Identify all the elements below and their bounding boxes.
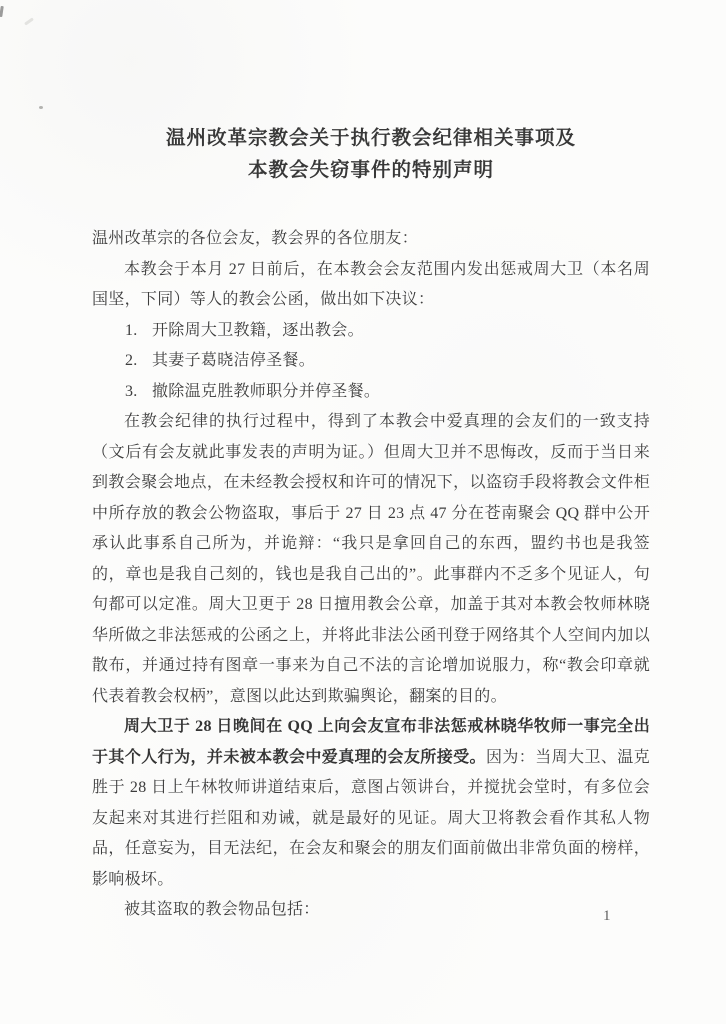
document-title: [92, 123, 650, 187]
resolution-number: 3.: [125, 382, 138, 400]
document-body: [92, 224, 650, 926]
scan-speck-edge: [0, 6, 4, 17]
resolution-list: [92, 316, 650, 408]
resolution-text: 开除周大卫教籍，逐出教会。: [152, 321, 364, 339]
discipline-paragraph: 在教会纪律的执行过程中，得到了本教会中爱真理的会友们的一致支持（文后有会友就此事发表的声明为证。）但周大卫并不思悔改，反而于当日来到教会聚会地点，在未经教会授权和许可的情况下，以盗窃手段将教会文件柜中所存放的教会公物盗取，事后于 27 日 23 点 47 分在苍南聚会 QQ 群中公开承认此事系自己所为，并诡辩：“我只是拿回自己的东西，盟约书也是我签的，章也是我自己刻的，钱也是我自己出的”。此事群内不乏多个见证人，句句都可以定准。周大卫更于 28 日擅用教会公章，加盖于其对本教会牧师林晓华所做之非法惩戒的公函之上，并将此非法公函刊登于网络其个人空间内加以散布，并通过持有图章一事来为自己不法的言论增加说服力，称“教会印章就代表着教会权柄”，意图以此达到欺骗舆论，翻案的目的。: [92, 413, 650, 705]
stolen-items-lead: 被其盗取的教会物品包括：: [124, 901, 320, 918]
page-number: 1: [603, 908, 611, 924]
resolution-item-2: [125, 346, 650, 377]
qq-announcement-rest: 因为：当周大卫、温克胜于 28 日上午林牧师讲道结束后，意图占领讲台，并搅扰会堂时，有多位会友起来对其进行拦阻和劝诫，就是最好的见证。周大卫将教会看作其私人物品，任意妄为，目无法纪，在会友和聚会的朋友们面前做出非常负面的榜样，影响极坏。: [92, 748, 650, 888]
resolution-item-3: [125, 377, 650, 408]
resolution-number: 1.: [125, 321, 138, 339]
scan-speck-dot: [39, 106, 43, 109]
resolution-text: 其妻子葛晓洁停圣餐。: [152, 352, 316, 369]
scan-speck-smudge: [24, 17, 34, 25]
salutation: 温州改革宗的各位会友，教会界的各位朋友：: [92, 230, 419, 247]
qq-announcement-paragraph: [92, 712, 650, 895]
bold-statement: 周大卫于 28 日晚间在 QQ 上向会友宣布非法惩戒林晓华牧师一事完全出于其个人行为，并未被本教会中爱真理的会友所接受。: [92, 718, 650, 766]
resolution-number: 2.: [125, 352, 138, 369]
document-title-line1: 温州改革宗教会关于执行教会纪律相关事项及: [165, 128, 576, 149]
document-title-line2: 本教会失窃事件的特别声明: [247, 160, 494, 181]
intro-paragraph: 本教会于本月 27 日前后，在本教会会友范围内发出惩戒周大卫（本名周国坚，下同）等人的教会公函，做出如下决议：: [92, 260, 650, 308]
resolution-item-1: [125, 316, 650, 347]
resolution-text: 撤除温克胜教师职分并停圣餐。: [152, 382, 381, 400]
